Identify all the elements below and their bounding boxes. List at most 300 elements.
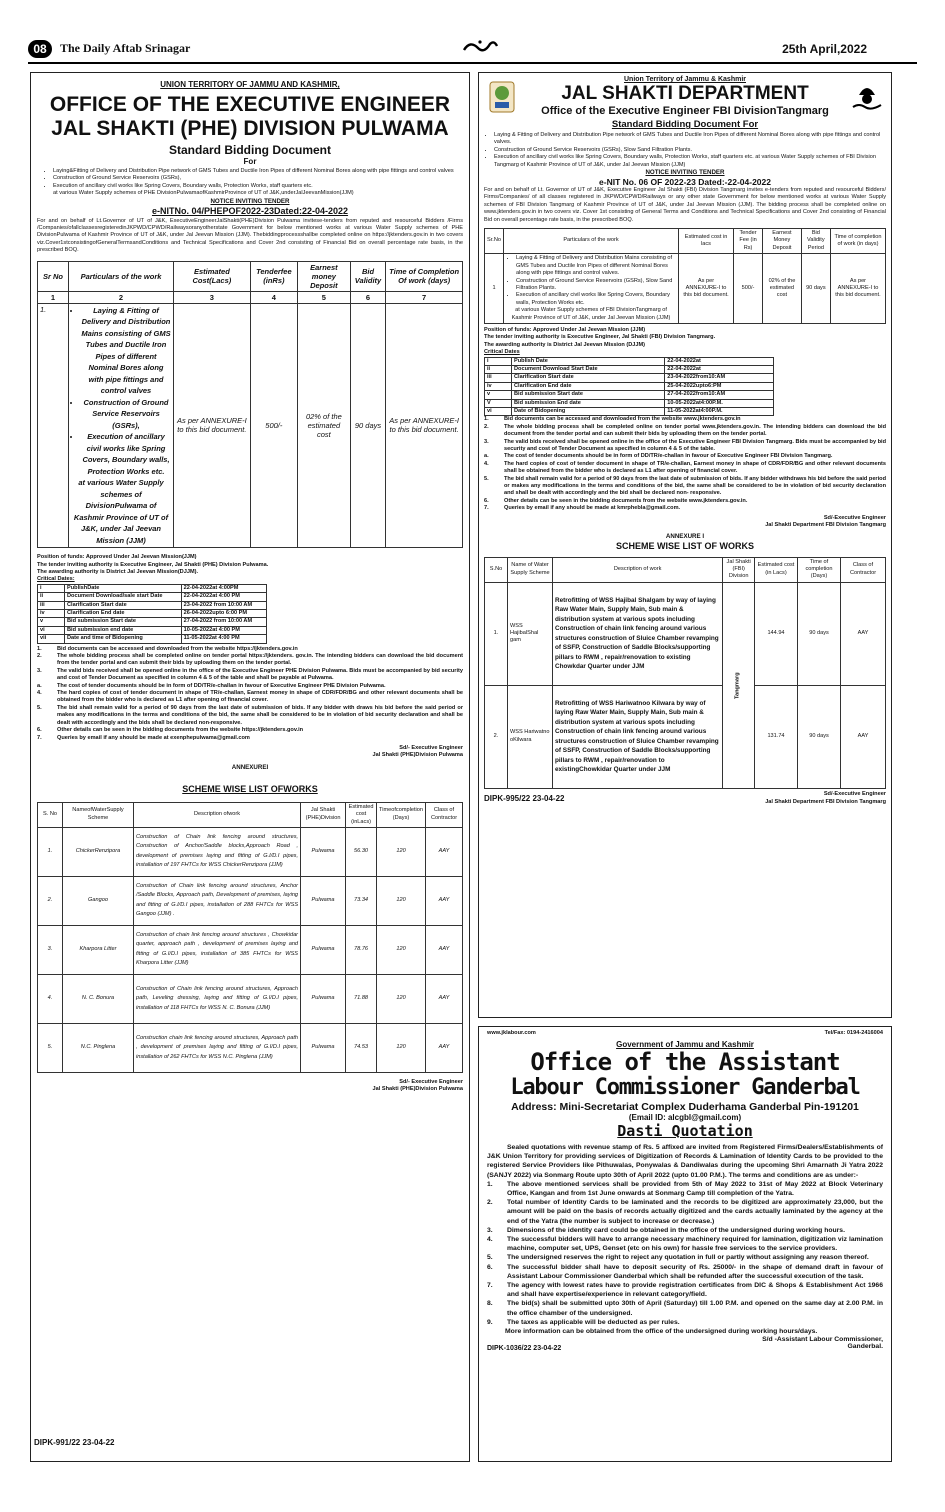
labour-intro: Sealed quotations with revenue stamp of Rs. 5 affixed are invited from Registered Firms/Dealers/Establishments of J&K Union Territory for providing services of Digitization of Records & Lamination of Identity Cards to be provided to the registered Service Providers like Pithuwalas, Ponywalas & Dandiwalas during the upcoming Shri Amarnath Ji Yatra 2022 (SANJY 2022) via Sonmarg Route upto 30th of April 2022 (upto 01.00 P.M.). The terms and conditions are as under:- — [487, 1144, 883, 1179]
term-item — [484, 439, 886, 454]
column-header: Earnest money Deposit — [297, 261, 350, 291]
column-number: 6 — [350, 291, 385, 303]
funds-line: Position of funds: Approved Under Jal Jeevan Mission(JJM) — [37, 554, 197, 561]
date-row — [485, 357, 774, 365]
date-row — [38, 584, 267, 592]
funds-block — [37, 554, 463, 576]
date-value: 22-04-2022at 4:00PM — [181, 584, 266, 592]
column-header: Sr No — [38, 261, 69, 291]
term-text: The successful bidders will have to arrange necessary machinery required for lamination, digitization viz lamination machine, computer set, UPS, Genset (etc on his own) for hassle free services to the service providers. — [507, 1236, 883, 1253]
work-item: • Laying & Fitting of Delivery and Distribution Mains consisting of GMS Tubes and Ductile Iron Pipes of different Nominal Bores along with pipe fittings and control valves. — [516, 255, 676, 277]
term-item — [37, 705, 463, 727]
term-item — [487, 1235, 883, 1253]
term-number: 9. — [487, 1318, 493, 1326]
funds-line: Position of funds: Approved Under Jal Jeevan Mission (JJM) — [484, 326, 646, 333]
right-annex-signature-office: Jal Shakti Department FBI Division Tangmarg — [765, 798, 886, 805]
term-item — [484, 498, 886, 505]
term-number: 3. — [484, 438, 489, 445]
enit-number: e-NITNo. 04/PHEPOF2022-23Dated:22-04-2022 — [151, 205, 349, 216]
term-number: 2. — [37, 653, 42, 660]
annex-cell: AAY — [841, 685, 886, 788]
term-number: 6. — [37, 727, 42, 734]
right-tender-table — [484, 228, 886, 324]
column-header: Particulars of the work — [69, 261, 174, 291]
newspaper-name: The Daily Aftab Srinagar — [60, 41, 191, 55]
scope-list — [43, 168, 463, 190]
date-label: Clarification End date — [65, 610, 182, 618]
term-item — [484, 453, 886, 460]
funds-line: The tender inviting authority is Executive Engineer, Jal Shakti (PHE) Division Pulwama. — [37, 561, 269, 568]
date-row — [485, 382, 774, 390]
term-number: 1. — [484, 416, 489, 423]
table-row — [38, 974, 463, 1023]
term-item — [484, 476, 886, 498]
scheme-list-heading: SCHEME WISE LIST OFWORKS — [182, 783, 318, 794]
annex-cell: 3. — [38, 925, 63, 974]
work-item: • Execution of ancillary civil works like Spring Covers, Boundary walls, Protection Works etc. — [516, 292, 676, 307]
date-value: 22-04-2022at 4:00 PM — [181, 593, 266, 601]
annex-cell: AAY — [426, 827, 463, 876]
term-text: The hard copies of cost of tender document in shape of TR/e-challan, Earnest money in shape of CDR/FDR/BG and other relevant documents shall be obtained from the bidder who is declared as L1 after opening of financial cover. — [57, 690, 463, 704]
date-label: Bid submission End date — [512, 399, 665, 407]
date-row — [38, 610, 267, 618]
column-number: 4 — [250, 291, 297, 303]
right-ut-heading: Union Territory of Jammu & Kashmir — [623, 76, 746, 83]
date-index: vi — [38, 626, 65, 634]
right-dipk: DIPK-995/22 23-04-22 — [484, 793, 565, 803]
term-number: 7. — [484, 505, 489, 512]
signature-title: Sd/- Executive Engineer — [399, 744, 463, 751]
intro-paragraph: For and on behalf of Lt.Governor of UT of J&K, ExecutiveEngineerJalShakti(PHE)Division Pulwama invitese-tenders from reputed and resourceful Bidders /Firms /Companies/ofallclassesregisteredinJKPWD/CPWD/Railwaysoranyotherstate Government for below mentioned works at various Water Supply schemes of PHE DivisionPulwama of Kashmir Province of UT of J&K, under Jal Jeevan Mission (JJM). Thebiddingprocessshallbe completed online on https://jktenders.gov.in in two covers viz.Cover1stconsistingofGeneralTermsandConditions and Technical Specifications and Cover 2nd consisting of Financial Bid on overall percentage rate basis, in the prescribed BOQ. — [37, 217, 463, 254]
right-critical-dates-table — [484, 357, 774, 417]
right-sbd-heading: Standard Bidding Document For — [611, 119, 759, 130]
annex-cell: Pulwama — [301, 1023, 346, 1072]
table-row — [38, 925, 463, 974]
term-number: 5. — [37, 704, 42, 711]
date-label: Bid submission Start date — [65, 618, 182, 626]
term-item — [37, 683, 463, 690]
table-row — [485, 685, 886, 788]
term-text: The bid(s) shall be submitted upto 30th of April (Saturday) till 1.00 P.M. and opened on the same day at 2.00 P.M. in the office chamber of the undersigned. — [507, 1300, 883, 1317]
annex-cell: 144.94 — [755, 582, 798, 685]
date-label: PublishDate — [65, 584, 182, 592]
annex-cell: 56.30 — [346, 827, 377, 876]
right-dept-title: JAL SHAKTI DEPARTMENT — [561, 83, 809, 104]
division-label: Tangmarg — [734, 671, 741, 699]
annexure-label: ANNEXUREI — [231, 763, 269, 771]
term-item — [487, 1318, 883, 1327]
term-number: 2. — [487, 1199, 493, 1207]
column-header: Class of Contractor — [841, 557, 886, 582]
newspaper-logo — [460, 38, 500, 60]
column-header: Bid Validity — [350, 261, 385, 291]
term-item — [484, 461, 886, 476]
column-header: Jal Shakti (PHE)Division — [301, 802, 346, 827]
right-signature-title: Sd/-Executive Engineer — [823, 514, 886, 521]
scope-item: • Execution of ancillary civil works like Spring Covers, Boundary walls, Protection Works, staff quarters etc. at various Water Supply schemes of FBI Division Tangmarg of Kashmir Province of UT of J&K, under Jal Jeevan Mission (JJM) — [494, 154, 886, 169]
term-number: 3. — [487, 1226, 493, 1234]
division-title: JAL SHAKTI (PHE) DIVISION PULWAMA — [51, 117, 449, 140]
term-item — [484, 505, 886, 512]
date-value: 27-04-2022from10:AM — [665, 391, 774, 399]
term-text: Bid documents can be accessed and downloaded from the website www.jktenders.gov.in — [504, 416, 741, 423]
term-text: The successful bidder shall have to deposit security of Rs. 25000/- in the shape of demand draft in favour of Assistant Labour Commissioner Ganderbal which shall be refunded after the successful execution of the task. — [507, 1263, 883, 1280]
column-number: 5 — [297, 291, 350, 303]
column-number: 1 — [38, 291, 69, 303]
annex-cell: AAY — [426, 876, 463, 925]
left-dipk: DIPK-991/22 23-04-22 — [34, 1438, 115, 1447]
column-header: Timeofcompletion (Days) — [377, 802, 426, 827]
time-cell: As per ANNEXURE-I to this bid document. — [830, 254, 885, 324]
term-item — [487, 1226, 883, 1235]
date-row — [485, 365, 774, 373]
annex-cell: AAY — [426, 925, 463, 974]
annex-cell: 71.88 — [346, 974, 377, 1023]
scope-tail: at various Water Supply schemes of PHE DivisionPulwamaofKashmirProvince of UT of J&K,underJalJeevanMission(JJM) — [53, 190, 354, 197]
tender-table — [37, 261, 463, 549]
date-value: 27-04-2022 from 10:00 AM — [181, 618, 266, 626]
term-text: The taxes as applicable will be deducted as per rules. — [507, 1318, 680, 1326]
labour-telephone: Tel/Fax: 0194-2416004 — [824, 1030, 883, 1036]
jk-emblem-icon — [489, 81, 515, 118]
term-item — [37, 668, 463, 683]
annex-header-row — [485, 557, 886, 582]
column-header: Particulars of the work — [504, 229, 679, 254]
scope-item: • Laying&Fitting of Delivery and Distribution Pipe network of GMS Tubes and Ductile Iron Pipes of different Nominal Bores along with pipe fittings and control valves — [53, 168, 463, 175]
annex-cell: N. C. Bonura — [63, 974, 134, 1023]
term-text: Bid documents can be accessed and downloaded from the website https://jktenders.gov.in — [57, 645, 298, 652]
validity-cell: 90 days — [350, 303, 385, 548]
term-text: Queries by email if any should be made at exenphepulwama@gmail.com — [57, 734, 250, 741]
column-header: Bid Validity Period — [801, 229, 830, 254]
term-text: Other details can be seen in the bidding documents from the website https://jktenders.gov.in — [57, 727, 304, 734]
term-number: 4. — [487, 1236, 493, 1244]
critical-dates-label: Critical Dates: — [37, 576, 75, 583]
sr-cell: 1 — [485, 254, 504, 324]
date-label: Clarification Start date — [512, 374, 665, 382]
term-number: 3. — [37, 667, 42, 674]
date-index: ii — [485, 365, 512, 373]
date-row — [485, 408, 774, 416]
right-scheme-list-heading: SCHEME WISE LIST OF WORKS — [615, 540, 754, 551]
funds-line: The awarding authority is District Jal Jeevan Mission(DJJM). — [37, 568, 199, 575]
date-value: 11-05-2022at 4:00 PM — [181, 635, 266, 643]
column-header: Description of work — [553, 557, 723, 582]
annex-cell: Pulwama — [301, 974, 346, 1023]
emd-cell: 02% of the estimated cost — [297, 303, 350, 548]
date-index: iii — [485, 374, 512, 382]
column-header: Earnest Money Deposit — [763, 229, 802, 254]
labour-terms-list — [487, 1180, 883, 1327]
annex-cell: 5. — [38, 1023, 63, 1072]
labour-signature-office: Ganderbal. — [847, 1343, 883, 1351]
annexure-table — [37, 802, 463, 1073]
date-row — [38, 601, 267, 609]
table-row — [38, 827, 463, 876]
funds-line: The tender inviting authority is Executive Engineer, Jal Shakti (FBI) Division Tangmarg. — [484, 334, 716, 341]
date-label: Bid submission Start date — [512, 391, 665, 399]
term-number: a. — [37, 682, 42, 689]
work-item: • Construction of Ground Service Reservoirs (GSRs), Slow Sand Filtration Plants. — [516, 278, 676, 293]
labour-signature-title: S/d -Assistant Labour Commissioner, — [762, 1336, 883, 1344]
term-text: Dimensions of the identity card could be obtained in the office of the undersigned during working hours. — [507, 1226, 845, 1234]
column-header: Estimated cost in lacs — [679, 229, 734, 254]
annex-cell: 120 — [377, 876, 426, 925]
annex-cell: 120 — [377, 1023, 426, 1072]
for-label: For — [243, 157, 257, 166]
date-row — [485, 374, 774, 382]
annex-cell: Pulwama — [301, 827, 346, 876]
right-signature-office: Jal Shakti Department FBI Division Tangmarg — [765, 522, 886, 529]
annex-cell: Construction of Chain link fencing around structures, Approach path, Leveling dressing, laying and fitting of G.I/D.I pipes, installation of 118 FHTCs for WSS N. C. Bonura (JJM) — [134, 974, 301, 1023]
funds-line: The awarding authority is District Jal Jeevan Mission (DJJM) — [484, 341, 646, 348]
annex-cell: 2. — [38, 876, 63, 925]
annex-cell: Kharpora Litter — [63, 925, 134, 974]
column-number: 2 — [69, 291, 174, 303]
term-item — [484, 424, 886, 439]
term-text: The undersigned reserves the right to reject any quotation in full or partly without assigning any reason thereof. — [507, 1254, 869, 1262]
annex-cell: AAY — [841, 582, 886, 685]
date-value: 23-04-2022from10:AM — [665, 374, 774, 382]
works-tail: at various Water Supply schemes of FBI DivisionTangmarg of Kashmir Province of UT of J&K, under Jal Jeevan Mission (JJM) — [511, 307, 671, 321]
term-number: 1. — [37, 645, 42, 652]
office-title: OFFICE OF THE EXECUTIVE ENGINEER — [49, 93, 451, 116]
term-text: The bid shall remain valid for a period of 90 days from the last date of submission of bids. If any bidder with draws his bid before the said period or makes any modifications in the terms and conditions of the bid, the same shall be considered to be in violation of bid security declaration and shall be dealt with accordingly and the bids shall be declared non-responsive. — [57, 704, 463, 726]
column-header: Estimated cost (inLacs) — [346, 802, 377, 827]
date-label: Publish Date — [512, 357, 665, 365]
annex-cell: 90 days — [798, 582, 841, 685]
cost-cell: As per ANNEXURE-I to this bid document. — [679, 254, 734, 324]
column-header: Description ofwork — [134, 802, 301, 827]
date-label: Clarification Start date — [65, 601, 182, 609]
right-critical-dates-label: Critical Dates — [484, 349, 520, 356]
nit-heading: NOTICE INVITING TENDER — [210, 197, 290, 205]
term-item — [484, 416, 886, 423]
particulars-cell — [69, 303, 174, 548]
term-number: 6. — [487, 1263, 493, 1271]
term-text: The whole bidding process shall be completed online on tender portal https://jktenders. gov.in. The intending bidders can download the bid document from the tender portal and can submit their bids by uploading them on the tender portal. — [57, 653, 463, 667]
term-text: The bid shall remain valid for a period of 90 days from the last date of submission of bids. If any bidder withdraws his bid before the said period or makes any modifications in the terms and conditions of the bid, the same shall be considered to be in violation of bid security declaration and shall be dealt with accordingly and the bid shall be declared non- responsive. — [504, 475, 886, 497]
labour-dasti-quotation-ad — [478, 1026, 892, 1462]
term-text: Total number of Identity Cards to be laminated and the records to be digitized are approximately 23,000, but the amount will be paid on the basis of records actually digitized and the cards actually laminated by the agency at the end of the Yatra (the number is subject to increase or decrease.) — [507, 1199, 883, 1225]
annex-cell: ChickerRenzipora — [63, 827, 134, 876]
jal-shakti-logo-icon — [851, 81, 883, 116]
column-header: Sr.No — [485, 229, 504, 254]
annex-cell: N.C. Pinglena — [63, 1023, 134, 1072]
date-value: 11-05-2022at4:00P.M. — [665, 408, 774, 416]
annex-cell: 73.34 — [346, 876, 377, 925]
annex-cell: Retrofitting of WSS Hariwatnoo Kilwara by way of laying Raw Water Main, Supply Main, Sub main & distribution system at various spots including Construction of chain link fencing around various structures construction of Sluice Chamber revamping of SSFP, Construction of Saddle Blocks/supporting pillars to RWM , repair/renovation to existingChowkidar Quarter under JJM — [553, 685, 723, 788]
term-number: 4. — [37, 690, 42, 697]
fee-cell: 500/- — [734, 254, 763, 324]
table-row — [38, 876, 463, 925]
annex-cell: Pulwama — [301, 876, 346, 925]
date-value: 10-05-2022at 4:00 PM — [181, 626, 266, 634]
column-number: 7 — [386, 291, 463, 303]
term-text: Queries by email if any should be made at kmrphebla@gmail.com. — [504, 505, 681, 512]
date-label: Bid submission end date — [65, 626, 182, 634]
annex-cell: Gangoo — [63, 876, 134, 925]
term-text: The agency with lowest rates have to provide registration certificates from DIC & Shops & Establishment Act 1966 and shall have expertise/experience in relevant category/field. — [507, 1282, 883, 1299]
particulars-cell — [504, 254, 679, 324]
column-header: Class of Contractor — [426, 802, 463, 827]
fee-cell: 500/- — [250, 303, 297, 548]
sr-cell: 1. — [38, 303, 69, 548]
signature-office: Jal Shakti (PHE)Division Pulwama — [372, 752, 463, 759]
annex-cell: 131.74 — [755, 685, 798, 788]
annex-cell: Construction of Chain link fencing around structures, Construction of Anchor/Saddle blocks,Approach Road , development of premises laying and fitting of G.I/D.I pipes, installation of 197 FHTCs for WSS ChickerRenzipora (JJM) — [134, 827, 301, 876]
term-number: 7. — [37, 734, 42, 741]
labour-more-info: More information can be obtained from the office of the undersigned during working hours/days. — [505, 1328, 818, 1336]
ut-heading: UNION TERRITORY OF JAMMU AND KASHMIR, — [160, 80, 340, 89]
tangmarg-tender-ad — [478, 72, 892, 1018]
date-value: 26-04-2022upto 6:00 PM — [181, 610, 266, 618]
term-item — [487, 1281, 883, 1299]
annex-cell: WSS HajibalShal gam — [508, 582, 553, 685]
labour-website: www.jklabour.com — [487, 1030, 536, 1036]
date-index: ii — [38, 593, 65, 601]
term-text: The cost of tender documents should be in form of DD/TR/e-challan in favour of Executive Engineer FBI Division Tangmarg. — [504, 453, 833, 460]
term-number: 2. — [484, 423, 489, 430]
validity-cell: 90 days — [801, 254, 830, 324]
date-index: iii — [38, 601, 65, 609]
right-funds-block — [484, 327, 886, 349]
annex-signature-office: Jal Shakti (PHE)Division Pulwama — [372, 1086, 463, 1093]
date-row — [38, 618, 267, 626]
annex-cell: 78.76 — [346, 925, 377, 974]
work-item: • Laying & Fitting of Delivery and Distribution Mains consisting of GMS Tubes and Ductile Iron Pipes of different Nominal Bores along with pipe fittings and control valves — [81, 305, 171, 397]
date-index: v — [485, 391, 512, 399]
annex-cell: WSS Hariwatno oKilwara — [508, 685, 553, 788]
work-item: • Construction of Ground Service Reservoirs (GSRs), — [81, 397, 171, 432]
scope-item: • Execution of ancillary civil works like Spring Covers, Boundary walls, Protection Works, staff quarters etc. — [53, 183, 463, 190]
date-index: v — [38, 618, 65, 626]
annex-cell: 120 — [377, 827, 426, 876]
date-row — [485, 399, 774, 407]
term-number: 6. — [484, 497, 489, 504]
scope-item: • Construction of Ground Service Reservoirs (GSRs), Slow Sand Filtration Plants. — [494, 147, 886, 154]
date-label: Document Download/sale start Date — [65, 593, 182, 601]
terms-list — [37, 646, 463, 742]
date-value: 22-04-2022at — [665, 357, 774, 365]
annex-cell: 4. — [38, 974, 63, 1023]
annex-cell: Retrofitting of WSS Hajibal Shalgam by way of laying Raw Water Main, Supply Main, Sub main & distribution system at various spots including Construction of chain link fencing around various structures construction of Sluice Chamber revamping of SSFP, Construction of Saddle Blocks/supporting pillars to RWM , repair/renovation to existing Chowkdar Quarter under JJM — [553, 582, 723, 685]
date-index: iv — [485, 382, 512, 390]
column-header: Estimated Cost(Lacs) — [174, 261, 251, 291]
date-value: 23-04-2022 from 10:00 AM — [181, 601, 266, 609]
annex-cell: 2. — [485, 685, 508, 788]
annex-cell: Construction of chain link fencing around structures , Chowkidar quarter, approach path , development of premises laying and fitting of G.I/D.I pipes, installation of 385 FHTCs for WSS Kharpora Litter (JJM) — [134, 925, 301, 974]
annex-cell: Construction chain link fencing around structures, Approach path , development of premises laying and fitting of G.I/D.I pipes, installation of 262 FHTCs for WSS N.C. Pinglena (JJM) — [134, 1023, 301, 1072]
emd-cell: 02% of the estimated cost — [763, 254, 802, 324]
right-office-title: Office of the Executive Engineer FBI DivisionTangmarg — [541, 105, 829, 117]
column-header: Tenderfee (inRs) — [250, 261, 297, 291]
right-nit-heading: NOTICE INVITING TENDER — [645, 169, 725, 177]
column-header: Tender Fee (in Rs) — [734, 229, 763, 254]
term-item — [487, 1180, 883, 1198]
term-text: Other details can be seen in the bidding documents from the website www.jktenders.gov.in. — [504, 497, 748, 504]
term-text: The valid bids received shall be opened online in the office of the Executive Engineer PHE Division Pulwama. Bids must be accompanied by bid security and cost of Tender Document as specified in column 4 & 5 of the table and shall be payable at Pulwama. — [57, 667, 463, 682]
labour-title-line2: Labour Commissioner Ganderbal — [510, 1075, 860, 1100]
scope-item: • Laying & Fitting of Delivery and Distribution Pipe network of GMS Tubes and Ductile Iron Pipes of different Nominal Bores along with pipe fittings and control valves. — [494, 132, 886, 147]
annex-cell: 1. — [485, 582, 508, 685]
date-row — [38, 626, 267, 634]
date-label: Document Download Start Date — [512, 365, 665, 373]
annex-cell: 1. — [38, 827, 63, 876]
term-text: The hard copies of cost of tender document in shape of TR/e-challan, Earnest money in shape of CDR/FDR/BG and other relevant documents shall be obtained from the bidder who is declared as L1 after opening of financial cover. — [504, 460, 886, 475]
annex-signature-title: Sd/- Executive Engineer — [399, 1078, 463, 1085]
table-row — [485, 582, 886, 685]
date-index: vii — [38, 635, 65, 643]
column-header: Name of Water Supply Scheme — [508, 557, 553, 582]
term-item — [37, 727, 463, 734]
term-text: The above mentioned services shall be provided from 5th of May 2022 to 31st of May 2022 at Block Veterinary Office, Kangan and from 1st June onwards at Sonmarg Camp till completion of the Yatra. — [507, 1180, 883, 1198]
term-number: 7. — [487, 1282, 493, 1290]
term-text: The valid bids received shall be opened online in the office of the Executive Engineer FBI Division Tangmarg. Bids must be accompanied by bid security and cost of Tender Document as specified in column 4 & 5 of the table. — [504, 438, 886, 453]
labour-gov-heading: Government of Jammu and Kashmir — [616, 1040, 754, 1049]
page-number: 08 — [28, 40, 52, 58]
right-intro-paragraph: For and on behalf of Lt. Governor of UT of J&K, Executive Engineer Jal Shakti (FBI) Division Tangmarg invites e-tenders from reputed and resourceful Bidders/ Firms/Companies/ of all classes registered in JKPWD/CPWD/Railways or any other state Government for below mentioned works at various Water Supply schemes of FBI Division Tangmarg of Kashmir Province of UT of J&K, under Jal Jeevan Mission (JJM). The bidding process shall be completed online on www.jktenders.gov.in in two covers viz. Cover 1st consisting of General Terms and Conditions and Technical Specifications and Cover 2nd consisting of Financial Bid on overall percentage rate basis, in the prescribed BOQ. — [484, 187, 886, 223]
term-item — [37, 690, 463, 705]
right-annexure-label: ANNEXURE I — [665, 532, 705, 540]
annex-cell: AAY — [426, 974, 463, 1023]
date-label: Date of Bidopening — [512, 408, 665, 416]
table-row — [38, 303, 463, 548]
annex-cell: 90 days — [798, 685, 841, 788]
date-index: i — [38, 584, 65, 592]
term-number: 5. — [484, 475, 489, 482]
annex-cell: Construction of Chain link fencing around structures, Anchor /Saddle Blocks, Approach path, Development of premises, laying and fitting of G.I/D.I pipes, installation of 288 FHTCs for WSS Gangoo (JJM) . — [134, 876, 301, 925]
pulwama-tender-ad — [30, 72, 470, 1462]
column-header: Estimated cost (in Lacs) — [755, 557, 798, 582]
date-label: Clarification End date — [512, 382, 665, 390]
date-value: 25-04-2022upto6:PM — [665, 382, 774, 390]
date-row — [38, 593, 267, 601]
issue-date: 25th April,2022 — [782, 42, 867, 56]
critical-dates-table — [37, 584, 267, 644]
annex-cell: 120 — [377, 925, 426, 974]
annex-cell: 74.53 — [346, 1023, 377, 1072]
term-item — [487, 1299, 883, 1317]
work-item: • Execution of ancillary civil works like Spring Covers, Boundary walls, Protection Works etc. — [81, 431, 171, 477]
scope-item: • Construction of Ground Service Reservoirs (GSRs), — [53, 175, 463, 182]
annex-cell: Pulwama — [301, 925, 346, 974]
date-index: vi — [485, 408, 512, 416]
table-row — [38, 1023, 463, 1072]
masthead — [28, 40, 917, 64]
term-item — [37, 735, 463, 742]
annex-cell: AAY — [426, 1023, 463, 1072]
column-header: NameofWaterSupply Scheme — [63, 802, 134, 827]
date-label: Date and time of Bidopening — [65, 635, 182, 643]
labour-email: (Email ID: alcgbl@gmail.com) — [628, 1113, 742, 1122]
column-number: 3 — [174, 291, 251, 303]
column-header: Time of completion of work (in days) — [830, 229, 885, 254]
table-row — [485, 254, 886, 324]
annex-cell: 120 — [377, 974, 426, 1023]
term-number: 5. — [487, 1254, 493, 1262]
labour-title-line1: Office of the Assistant — [530, 1048, 840, 1076]
sbd-heading: Standard Bidding Document — [169, 143, 331, 157]
column-header: S. No — [38, 802, 63, 827]
dasti-quotation-heading: Dasti Quotation — [617, 1122, 753, 1140]
labour-address: Address: Mini-Secretariat Complex Duderhama Ganderbal Pin-191201 — [511, 1101, 859, 1113]
labour-dipk: DIPK-1036/22 23-04-22 — [487, 1345, 562, 1353]
term-text: The cost of tender documents should be in form of DD/TR/e-challan in favour of Executive Engineer PHE Division Pulwama. — [57, 682, 386, 689]
column-header: Time of Completion Of work (days) — [386, 261, 463, 291]
term-text: The whole bidding process shall be completed online on tender portal www.jktenders.gov.in. The intending bidders can download the bid document from the tender portal and can submit their bids by uploading them on the tender portal. — [504, 423, 886, 438]
term-item — [487, 1263, 883, 1281]
